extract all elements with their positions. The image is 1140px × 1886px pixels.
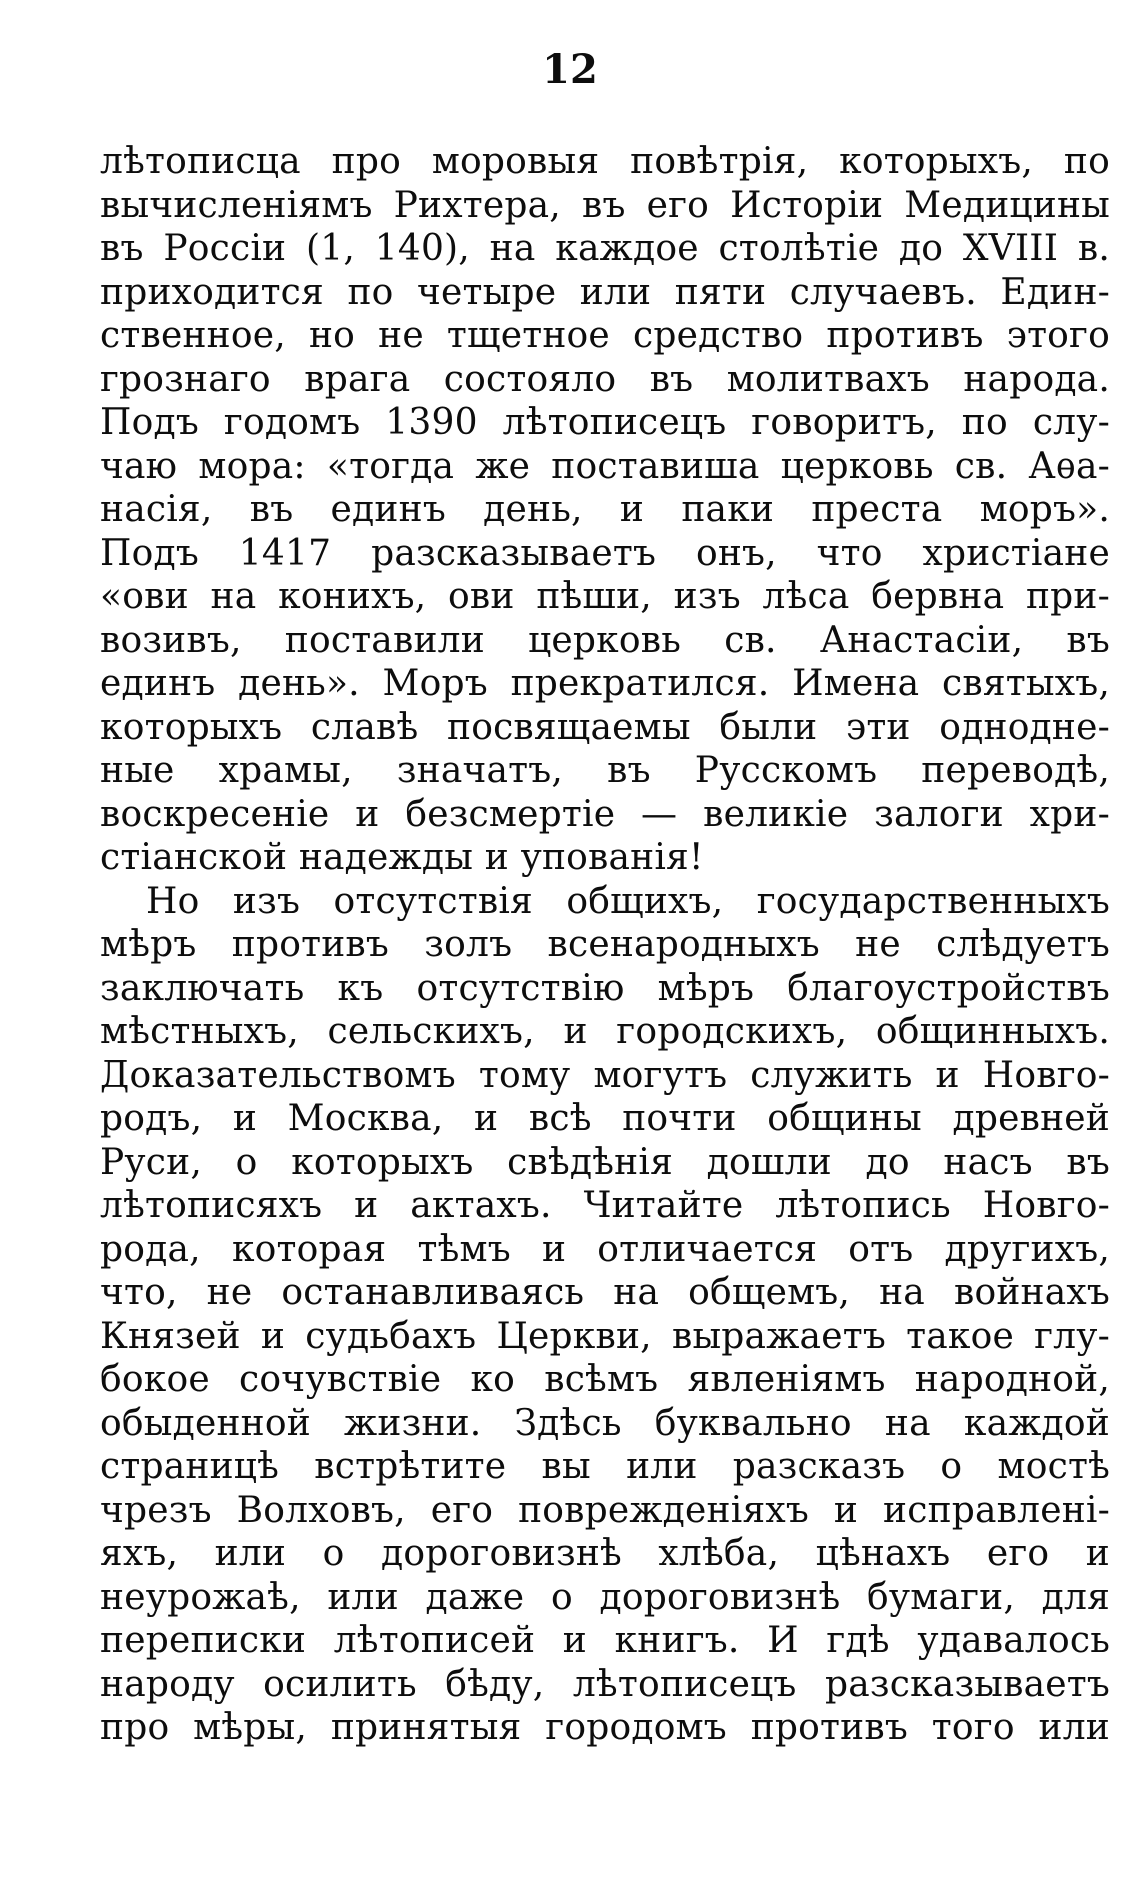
text-line: ственное, но не тщетное средство противъ этого bbox=[100, 315, 1110, 356]
text-line: Подъ 1417 разсказываетъ онъ, что христiане bbox=[100, 532, 1110, 574]
text-line: народу осилить бѣду, лѣтописецъ разсказываетъ bbox=[100, 1663, 1110, 1705]
text-line: родъ, и Москва, и всѣ почти общины древней bbox=[100, 1098, 1110, 1139]
text-line: Руси, о которыхъ свѣдѣнія дошли до насъ въ bbox=[100, 1141, 1110, 1183]
text-line: бокое сочувствіе ко всѣмъ явленіямъ народной, bbox=[100, 1359, 1110, 1400]
text-line: которыхъ славѣ посвящаемы были эти однодне- bbox=[100, 706, 1110, 748]
text-line: Доказательствомъ тому могутъ служить и Новго- bbox=[100, 1054, 1110, 1096]
text-line: возивъ, поставили церковь св. Анастасіи, въ bbox=[100, 619, 1110, 661]
body-text bbox=[100, 140, 1110, 1750]
text-line: чаю мора: «тогда же поставиша церковь св. Аѳа- bbox=[100, 445, 1110, 487]
text-line: рода, которая тѣмъ и отличается отъ другихъ, bbox=[100, 1228, 1110, 1270]
text-line: въ Россіи (1, 140), на каждое столѣтіе до XVIII в. bbox=[100, 228, 1110, 269]
text-line: Но изъ отсутствія общихъ, государственныхъ bbox=[146, 880, 1110, 922]
text-line: насія, въ единъ день, и паки преста моръ». bbox=[100, 489, 1110, 530]
text-line: что, не останавливаясь на общемъ, на войнахъ bbox=[100, 1272, 1110, 1313]
text-line: чрезъ Волховъ, его поврежденіяхъ и исправлені- bbox=[100, 1489, 1110, 1531]
text-line: про мѣры, принятыя городомъ противъ того или bbox=[100, 1707, 1110, 1748]
text-line: вычисленіямъ Рихтера, въ его Исторіи Медицины bbox=[100, 184, 1110, 226]
text-line: мѣстныхъ, сельскихъ, и городскихъ, общинныхъ. bbox=[100, 1011, 1110, 1052]
text-line: стіанской надежды и упованія! bbox=[100, 837, 704, 878]
text-line: лѣтописяхъ и актахъ. Читайте лѣтопись Новго- bbox=[100, 1185, 1110, 1226]
text-line: Подъ годомъ 1390 лѣтописецъ говоритъ, по слу- bbox=[100, 402, 1110, 443]
text-line: переписки лѣтописей и книгъ. И гдѣ удавалось bbox=[100, 1620, 1110, 1661]
text-line: заключать къ отсутствію мѣръ благоустройствъ bbox=[100, 967, 1110, 1009]
text-line: «ови на конихъ, ови пѣши, изъ лѣса бервна при- bbox=[100, 576, 1110, 617]
text-line: приходится по четыре или пяти случаевъ. Един- bbox=[100, 271, 1110, 313]
text-line: мѣръ противъ золъ всенародныхъ не слѣдуетъ bbox=[100, 924, 1110, 965]
text-line: Князей и судьбахъ Церкви, выражаетъ такое глу- bbox=[100, 1315, 1110, 1357]
text-line: яхъ, или о дороговизнѣ хлѣба, цѣнахъ его и bbox=[100, 1533, 1110, 1574]
text-line: лѣтописца про моровыя повѣтрія, которыхъ, по bbox=[100, 141, 1110, 182]
text-line: воскресеніе и безсмертіе — великіе залоги хри- bbox=[100, 793, 1110, 835]
text-line: ные храмы, значатъ, въ Русскомъ переводѣ, bbox=[100, 750, 1110, 791]
text-line: страницѣ встрѣтите вы или разсказъ о мостѣ bbox=[100, 1446, 1110, 1487]
text-line: единъ день». Моръ прекратился. Имена святыхъ, bbox=[100, 663, 1110, 704]
text-line: грознаго врага состояло въ молитвахъ народа. bbox=[100, 358, 1110, 400]
text-line: обыденной жизни. Здѣсь буквально на каждой bbox=[100, 1402, 1110, 1444]
text-line: неурожаѣ, или даже о дороговизнѣ бумаги, для bbox=[100, 1576, 1110, 1618]
page-number: 12 bbox=[542, 46, 598, 93]
